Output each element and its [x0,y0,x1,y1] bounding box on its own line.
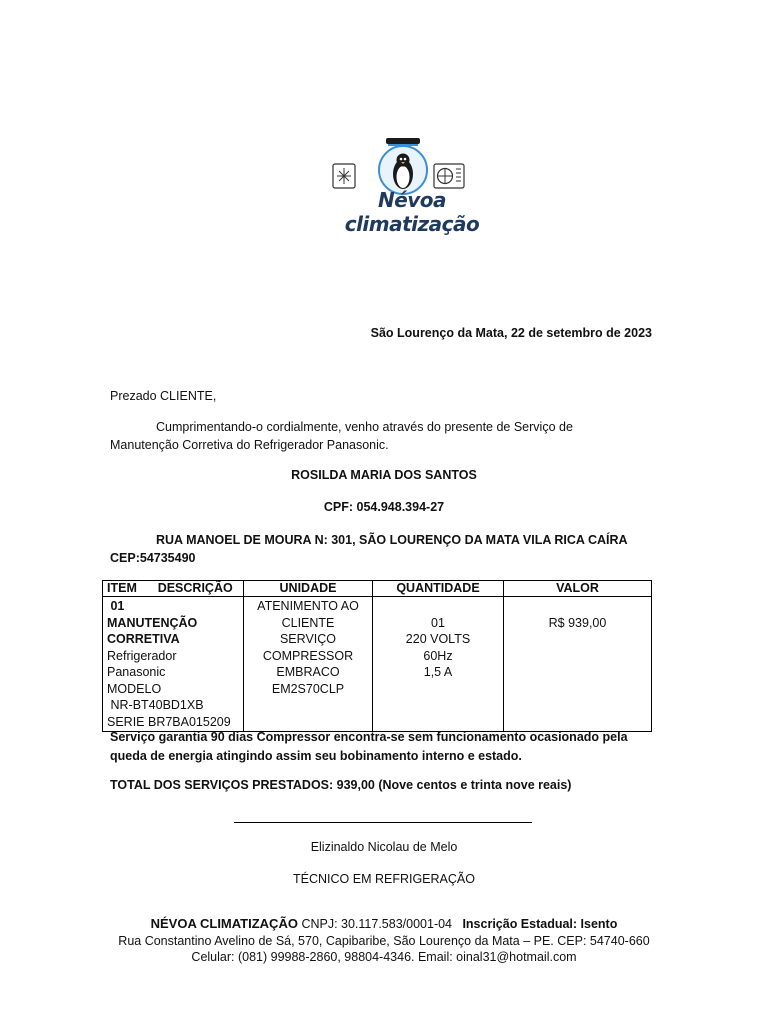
unit-4: COMPRESSOR [262,648,354,663]
cell-item [103,597,244,732]
client-name: ROSILDA MARIA DOS SANTOS [291,468,477,482]
footer-ie: Inscrição Estadual: Isento [462,917,618,931]
table-header-row [103,581,652,597]
logo-graphic [330,136,490,196]
item-desc-5: SERIE BR7BA015209 [107,714,231,729]
date-line: São Lourenço da Mata, 22 de setembro de 2023 [370,326,652,340]
address-cep: CEP:54735490 [110,551,196,565]
company-logo [330,136,490,236]
unit-2: CLIENTE [281,615,335,630]
item-desc-1: Refrigerador [107,648,177,663]
logo-text: Névoa climatização [344,188,480,236]
snowflake-panel-icon [333,164,355,188]
qty-3: 60Hz [423,648,453,663]
total-line: TOTAL DOS SERVIÇOS PRESTADOS: 939,00 (Nove centos e trinta nove reais) [110,778,572,792]
item-title-1: MANUTENÇÃO [107,615,198,630]
signature-name: Elizinaldo Nicolau de Melo [310,840,458,854]
qty-4: 1,5 A [423,665,453,679]
footer-address: Rua Constantino Avelino de Sá, 570, Capibaribe, São Lourenço da Mata – PE. CEP: 54740-660 [118,933,650,948]
header-unit: UNIDADE [244,581,373,597]
client-address [110,531,650,567]
penguin-ac-icon [379,138,427,194]
unit-1: ATENIMENTO AO [257,599,359,613]
signature-line [234,812,532,823]
intro-paragraph [110,418,630,454]
service-note: Serviço garantia 90 dias Compressor encontra-se sem funcionamento ocasionado pela queda de energia atingindo assim seu bobinamento interno e estado. [110,730,628,763]
unit-5: EMBRACO [276,665,340,679]
cell-value [504,597,652,732]
unit-6: EM2S70CLP [271,681,345,696]
cell-unit [244,597,373,732]
footer-company-line [0,916,768,933]
item-desc-2: Panasonic [107,665,166,679]
footer [0,916,768,966]
ac-condenser-fan-icon [434,164,464,188]
header-value: VALOR [504,581,652,597]
header-qty: QUANTIDADE [373,581,504,597]
unit-3: SERVIÇO [279,632,337,646]
table-row [103,597,652,732]
service-table [102,580,652,732]
item-title-2: CORRETIVA [107,632,180,646]
item-desc-4: NR-BT40BD1XB [107,698,204,712]
footer-cnpj: CNPJ: 30.117.583/0001-04 [301,917,453,931]
qty-2: 220 VOLTS [405,632,471,646]
cell-qty [373,597,504,732]
footer-contact: Celular: (081) 99988-2860, 98804-4346. Email: oinal31@hotmail.com [191,950,577,964]
item-number: 01 [107,599,125,613]
greeting: Prezado CLIENTE, [110,389,217,403]
signature-role: TÉCNICO EM REFRIGERAÇÃO [293,872,475,886]
value-amount: R$ 939,00 [548,615,607,630]
header-item: ITEM DESCRIÇÃO [103,581,244,597]
item-desc-3: MODELO [107,681,162,696]
qty-1: 01 [431,615,445,630]
intro-text: Cumprimentando-o cordialmente, venho através do presente de Serviço de Manutenção Corretiva do Refrigerador Panasonic. [110,420,573,452]
address-line-1: RUA MANOEL DE MOURA N: 301, SÃO LOURENÇO DA MATA VILA RICA CAÍRA [156,533,628,547]
client-cpf: CPF: 054.948.394-27 [323,500,445,514]
footer-company: NÉVOA CLIMATIZAÇÃO [150,916,298,931]
